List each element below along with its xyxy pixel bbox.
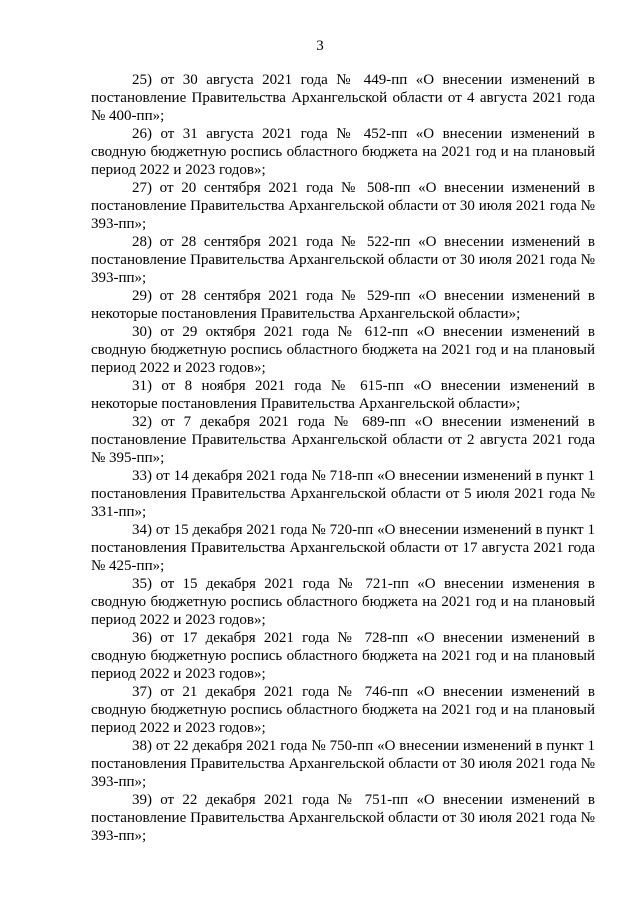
list-item: 31) от 8 ноября 2021 года № 615-пп «О внесении изменений в некоторые постановления Правительства Архангельской области»; bbox=[91, 378, 595, 412]
list-item: 37) от 21 декабря 2021 года № 746-пп «О внесении изменений в сводную бюджетную роспись областного бюджета на 2021 год и на плановый период 2022 и 2023 годов»; bbox=[91, 684, 595, 736]
list-item: 26) от 31 августа 2021 года № 452-пп «О внесении изменений в сводную бюджетную роспись областного бюджета на 2021 год и на плановый период 2022 и 2023 годов»; bbox=[91, 126, 595, 178]
list-item: 39) от 22 декабря 2021 года № 751-пп «О внесении изменений в постановление Правительства Архангельской области от 30 июля 2021 года № 393-пп»; bbox=[91, 792, 595, 844]
list-item: 34) от 15 декабря 2021 года № 720-пп «О внесении изменений в пункт 1 постановления Правительства Архангельской области от 17 августа 2021 года № 425-пп»; bbox=[91, 522, 595, 574]
list-item: 29) от 28 сентября 2021 года № 529-пп «О внесении изменений в некоторые постановления Правительства Архангельской области»; bbox=[91, 288, 595, 322]
list-item: 33) от 14 декабря 2021 года № 718-пп «О внесении изменений в пункт 1 постановления Правительства Архангельской области от 5 июля 2021 года № 331-пп»; bbox=[91, 468, 595, 520]
page-number: 3 bbox=[316, 38, 324, 54]
list-item: 32) от 7 декабря 2021 года № 689-пп «О внесении изменений в постановление Правительства Архангельской области от 2 августа 2021 года № 395-пп»; bbox=[91, 414, 595, 466]
document-body bbox=[91, 71, 595, 845]
list-item: 25) от 30 августа 2021 года № 449-пп «О внесении изменений в постановление Правительства Архангельской области от 4 августа 2021 года № 400-пп»; bbox=[91, 72, 595, 124]
list-item: 28) от 28 сентября 2021 года № 522-пп «О внесении изменений в постановление Правительства Архангельской области от 30 июля 2021 года № 393-пп»; bbox=[91, 234, 595, 286]
list-item: 38) от 22 декабря 2021 года № 750-пп «О внесении изменений в пункт 1 постановления Правительства Архангельской области от 30 июля 2021 года № 393-пп»; bbox=[91, 738, 595, 790]
list-item: 30) от 29 октября 2021 года № 612-пп «О внесении изменений в сводную бюджетную роспись областного бюджета на 2021 год и на плановый период 2022 и 2023 годов»; bbox=[91, 324, 595, 376]
list-item: 27) от 20 сентября 2021 года № 508-пп «О внесении изменений в постановление Правительства Архангельской области от 30 июля 2021 года № 393-пп»; bbox=[91, 180, 595, 232]
list-item: 36) от 17 декабря 2021 года № 728-пп «О внесении изменений в сводную бюджетную роспись областного бюджета на 2021 год и на плановый период 2022 и 2023 годов»; bbox=[91, 630, 595, 682]
list-item: 35) от 15 декабря 2021 года № 721-пп «О внесении изменения в сводную бюджетную роспись областного бюджета на 2021 год и на плановый период 2022 и 2023 годов»; bbox=[91, 576, 595, 628]
